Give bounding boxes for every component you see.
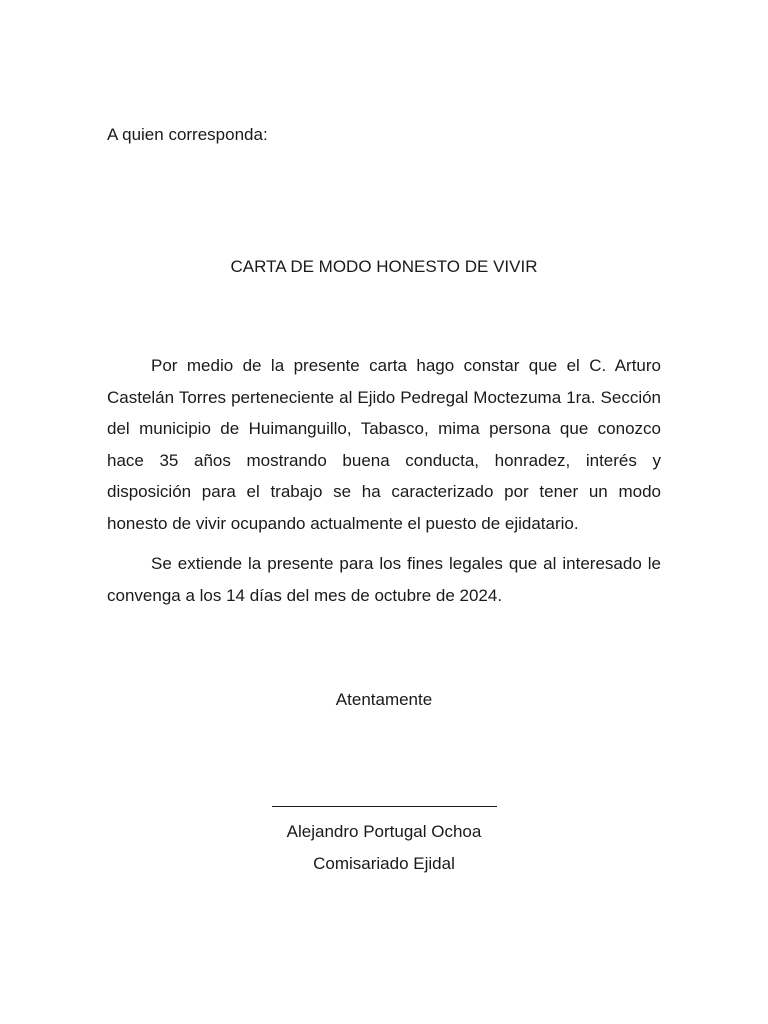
body-paragraph: Por medio de la presente carta hago constar que el C. Arturo Castelán Torres perteneciente al Ejido Pedregal Moctezuma 1ra. Sección del municipio de Huimanguillo, Tabasco, mima persona que conozco hace 35 años mostrando buena conducta, honradez, interés y disposición para el trabajo se ha caracterizado por tener un modo honesto de vivir ocupando actualmente el puesto de ejidatario.	[107, 356, 661, 533]
signature-line	[272, 806, 497, 807]
body-paragraph: Se extiende la presente para los fines legales que al interesado le convenga a los 14 días del mes de octubre de 2024.	[107, 554, 661, 605]
closing: Atentamente	[335, 690, 433, 709]
letter-body	[107, 350, 661, 620]
signer-role: Comisariado Ejidal	[313, 854, 455, 873]
greeting: A quien corresponda:	[107, 125, 268, 144]
signer-name: Alejandro Portugal Ochoa	[286, 822, 482, 841]
document-title: CARTA DE MODO HONESTO DE VIVIR	[230, 257, 538, 276]
